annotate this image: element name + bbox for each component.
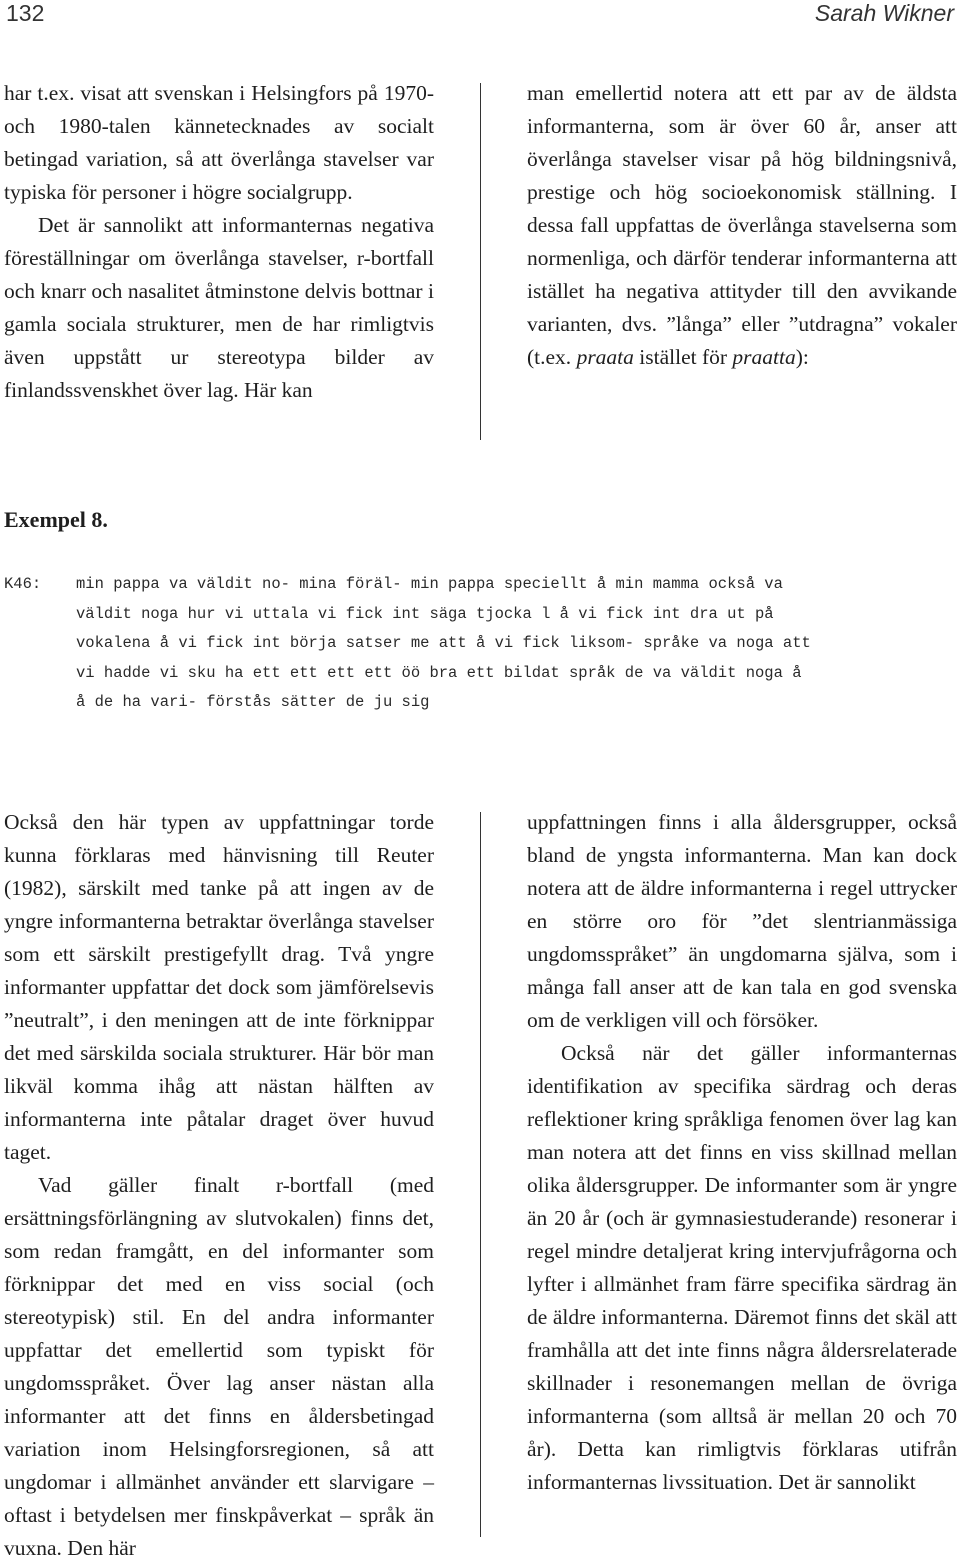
- example-word: praata: [576, 345, 634, 369]
- example-word: praatta: [732, 345, 796, 369]
- paragraph: [527, 77, 957, 374]
- example-heading: Exempel 8.: [4, 507, 108, 532]
- running-head-author: Sarah Wikner: [814, 0, 954, 26]
- page-number: 132: [6, 0, 45, 26]
- transcript-line: vokalena å vi fick int börja satser me att å vi fick liksom- språke va noga att: [76, 634, 811, 652]
- paragraph: Vad gäller finalt r-bortfall (med ersättningsförlängning av slutvokalen) finns det, som redan framgått, en del informanter som förknippar det med en viss social (och stereotypisk) stil. En del andra informanter uppfattar det emellertid som typiskt för ungdomsspråket. Över lag anser nästan alla informanter att det finns en åldersbetingad variation inom Helsingforsregionen, så att ungdomar i allmänhet använder ett slarvigare – oftast i betydelsen mer finskpåverkat – språk än vuxna. Den här: [4, 1173, 434, 1560]
- utterance: [76, 570, 956, 718]
- top-left-column: [4, 77, 434, 407]
- transcript-line: väldit noga hur vi uttala vi fick int säga tjocka l å vi fick int dra ut på: [76, 604, 774, 623]
- transcript-line: å de ha vari- förstås sätter de ju sig: [76, 693, 430, 711]
- paragraph-text: istället för: [633, 345, 733, 369]
- transcript-line: vi hadde vi sku ha ett ett ett ett öö bra ett bildat språk de va väldit noga å: [76, 663, 802, 682]
- paragraph: Också när det gäller informanternas identifikation av specifika särdrag och deras reflektioner kring språkliga fenomen över lag kan man notera att det finns en viss skillnad mellan olika åldersgrupper. De informanter som är yngre än 20 år (och är gymnasiestuderande) resonerar i regel mindre detaljerat kring intervjufrågorna och lyfter i allmänhet fram färre specifika särdrag än de äldre informanterna. Däremot finns det skäl att framhålla att det inte finns några åldersrelaterade skillnader i resonemangen mellan de övriga informanterna (som alltså är mellan 20 och 70 år). Detta kan rimligtvis förklaras utifrån informanternas livssituation. Det är sannolikt: [527, 1041, 957, 1494]
- bottom-right-column: [527, 806, 957, 1499]
- paragraph-text: man emellertid notera att ett par av de äldsta informanterna, som är över 60 år, anser att överlånga stavelser visar på hög bildningsnivå, prestige och hög socioekonomisk ställning. I dessa fall uppfattas de överlånga stavelserna som normenliga, och därför tenderar informanterna att istället ha negativa attityder till den avvikande varianten, dvs. ”långa” eller ”utdragna” vokaler (t.ex.: [527, 81, 957, 369]
- paragraph: Det är sannolikt att informanternas negativa föreställningar om överlånga stavelser, r-bortfall och knarr och nasalitet åtminstone delvis bottnar i gamla sociala strukturer, men de har rimligtvis även uppstått ur stereotypa bilder av finlandssvenskhet över lag. Här kan: [4, 213, 434, 402]
- transcript-line: min pappa va väldit no- mina föräl- min pappa speciellt å min mamma också va: [76, 575, 783, 593]
- column-divider: [480, 83, 481, 440]
- speaker-code: K46:: [4, 575, 42, 593]
- top-right-column: [527, 77, 957, 374]
- bottom-left-column: [4, 806, 434, 1565]
- paragraph-text: ):: [795, 345, 809, 369]
- paragraph: Också den här typen av uppfattningar torde kunna förklaras med hänvisning till Reuter (1982), särskilt med tanke på att ingen av de yngre informanterna betraktar överlånga stavelser som ett särskilt prestigefyllt drag. Två yngre informanter uppfattar det dock som jämförelsevis ”neutralt”, i den meningen att de inte förknippar det med särskilda sociala strukturer. Här bör man likväl komma ihåg att nästan hälften av informanterna inte påtalar draget över huvud taget.: [4, 810, 434, 1164]
- paragraph: har t.ex. visat att svenskan i Helsingfors på 1970- och 1980-talen kännetecknades av socialt betingad variation, så att överlånga stavelser var typiska för personer i högre socialgrupp.: [4, 81, 434, 204]
- paragraph: uppfattningen finns i alla åldersgrupper, också bland de yngsta informanterna. Man kan dock notera att de äldre informanterna i regel uttrycker en större oro för ”det slentrianmässiga ungdomsspråket” än ungdomarna själva, som i många fall anser att de kan tala en god svenska om de verkligen vill och försöker.: [527, 810, 957, 1032]
- column-divider: [480, 812, 481, 1537]
